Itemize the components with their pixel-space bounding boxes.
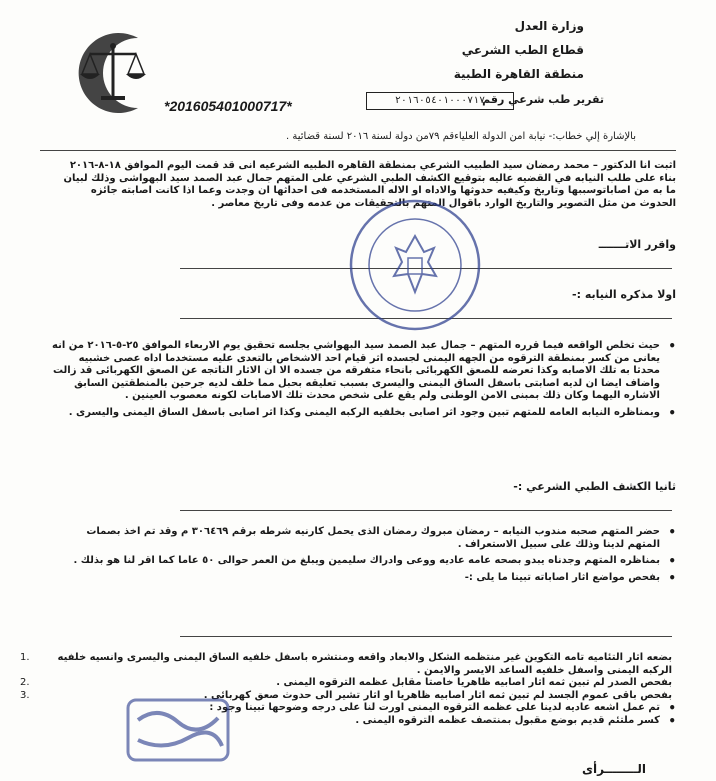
- report-number-box: ٢٠١٦٠٥٤٠١٠٠٠٧١٧: [366, 92, 514, 110]
- finding-text: بضعه اثار التئاميه تامه التكوين غير منتظمه الشكل والابعاد واقعه ومنتشره باسفل خلفيه الساق اليمنى واليسرى وانسيه خلفيه الركبه اليمنى واسفل خلفيه الساعد الايسر والايمن .: [57, 652, 672, 676]
- list-item: • حيث تخلص الواقعه فيما قرره المتهم – جمال عبد الصمد سيد البهواشي بجلسه تحقيق يوم الاربعاء الموافق ٢٥-٥-٢٠١٦ من انه يعانى من كسر بمنطقة الترقوه من الجهه اليمنى لجسده اثر قيام احد الاشخاص بالتعدى عليه مستخدما اداه عصى خشبيه محدثا به تلك الاصابه وكذا تعرضه للصعق الكهربائى بانحاء متفرقه من جسده الا ان الاثار الناتجه عن الصعق الكهربائى قد زالت واضاف ايضا ان لديه اصابتى باسفل الساق اليمنى واليسرى بسبب تعليقه بحبل مما خلف لديه جرحين بالمنطقتين السابق الاشاره اليهما وكان ذلك بمبنى الامن الوطنى ولم يقع على شخص محدث تلك الاصابات لكونه معصوب العينين .: [52, 340, 676, 403]
- section-2-list: [52, 526, 676, 588]
- finding-text: بفحص الصدر لم تبين ثمه اثار اصابيه ظاهريا خاصتا مقابل عظمه الترقوه اليمنى .: [276, 677, 672, 688]
- ministry-line-1: وزارة العدل: [514, 19, 584, 33]
- finding-item: [20, 677, 676, 690]
- list-item: • بفحص مواضع اثار اصاباته تبينا ما يلى :-: [52, 572, 676, 585]
- acknowledge-line: واقرر الاتـــــــ: [598, 238, 676, 251]
- list-item: • وبمناظره النيابه العامه للمتهم تبين وجود اثر اصابى بخلفيه الركبه اليمنى وكذا اثر اصابى باسفل الساق اليمنى واليسرى .: [52, 407, 676, 420]
- divider: [180, 636, 672, 637]
- finding-number: 2.: [20, 677, 30, 688]
- finding-text: كسر ملتئم قديم بوضع مقبول بمنتصف عظمه الترقوه اليمنى .: [355, 714, 660, 726]
- justice-scales-logo: [68, 28, 158, 118]
- ink-stamp: [118, 690, 238, 770]
- intro-paragraph: اثبت انا الدكتور – محمد رمضان سيد الطبيب الشرعي بمنطقة القاهره الطبيه الشرعيه انى قد قمت اليوم الموافق ١٨-٨-٢٠١٦ بناء على طلب النيابه في القضيه عاليه بتوقيع الكشف الطبي الشرعي على المتهم جمال عبد الصمد سيد البهواشى وذلك لبيان ما به من اصاباتوسببها وتاريخ وكيفيه حدوثها والاداه او الاله المستخدمه فى احداثها ان وجدت وعما اذا كانت اصابته جائزه الحدوث من مثل التصوير والتاريخ الوارد باقوال المتهم بالتحقيقات من عدمه وفى تاريخ معاصر .: [63, 160, 676, 209]
- section-2-title: ثانيا الكشف الطبي الشرعي :-: [513, 480, 676, 493]
- report-number-label: تقرير طب شرعي رقم: [482, 93, 604, 106]
- ministry-header: [454, 14, 584, 86]
- section-1-title: اولا مذكره النيابه :-: [572, 288, 676, 301]
- official-stamp: [346, 196, 484, 334]
- ministry-line-2: قطاع الطب الشرعي: [461, 43, 584, 57]
- finding-item: [20, 652, 676, 677]
- finding-text: تم عمل اشعه عاديه لدينا على عظمه الترقوه اليمنى اورت لنا على درجه وضوحها تبينا وجود :: [209, 702, 660, 713]
- list-item: • بمناظره المتهم وجدناه يبدو بصحه عامه عاديه ووعى وادراك سليمين ويبلغ من العمر حوالى ٥٠ عاما كما اقر لنا هو بذلك .: [52, 555, 676, 568]
- finding-number: 1.: [20, 652, 30, 663]
- divider: [180, 510, 672, 511]
- divider: [40, 150, 676, 151]
- opinion-heading: الــــــــرأى: [581, 762, 646, 776]
- list-item: • حضر المتهم صحبه مندوب النيابه – رمضان مبروك رمضان الذى يحمل كارنيه شرطه برقم ٣٠٦٤٦٩ م وقد تم اخذ بصمات المتهم لدينا وذلك على سبيل الاستعراف .: [52, 526, 676, 551]
- finding-text: بفحص باقى عموم الجسد لم تبين ثمه اثار اصابيه ظاهريا او اثار تشير الى حدوث صعق كهربائى .: [203, 689, 672, 701]
- section-1-list: [52, 340, 676, 423]
- reference-line: بالإشارة إلي خطاب:- نيابة امن الدولة العلياءقم ٧٩من دولة لسنة ٢٠١٦ لسنة قضائية .: [286, 131, 636, 142]
- finding-number: 3.: [20, 689, 30, 701]
- report-serial: *201605401000717*: [164, 98, 292, 114]
- ministry-line-3: منطقة القاهرة الطبية: [453, 67, 584, 81]
